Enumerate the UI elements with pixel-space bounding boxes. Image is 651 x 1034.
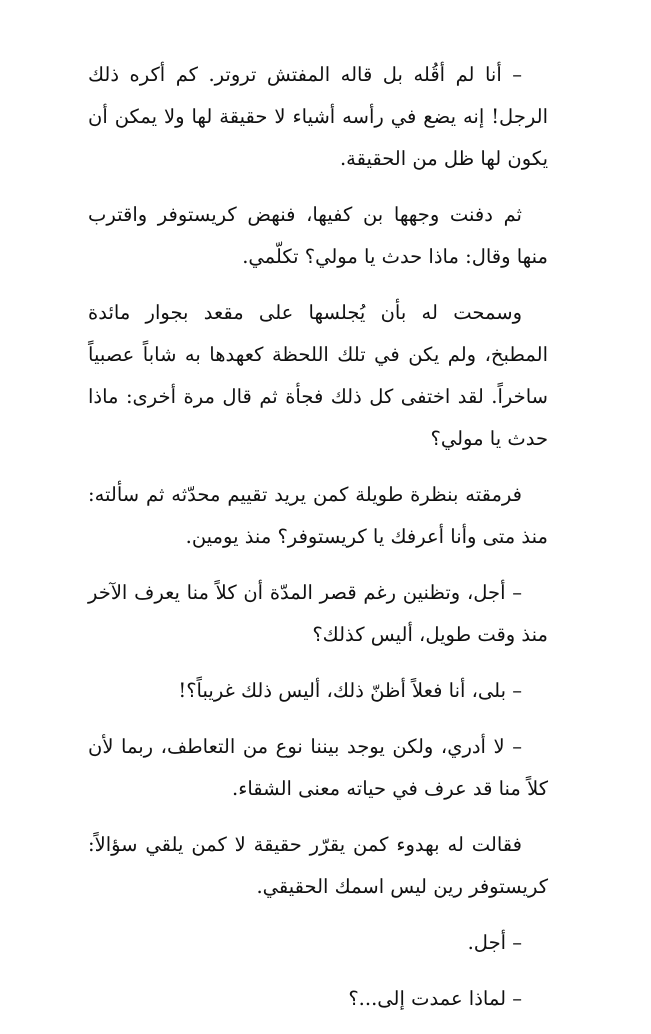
paragraph-1: – أنا لم أقُله بل قاله المفتش تروتر. كم أكره ذلك الرجل! إنه يضع في رأسه أشياء لا حقيقة لها ولا يمكن أن يكون لها ظل من الحقيقة. — [88, 63, 548, 170]
paragraph-7: – لا أدري، ولكن يوجد بيننا نوع من التعاطف، ربما لأن كلاً منا قد عرف في حياته معنى الشقاء. — [88, 735, 548, 800]
paragraph-9: – أجل. — [467, 931, 522, 954]
paragraph-6: – بلى، أنا فعلاً أظنّ ذلك، أليس ذلك غريباً؟! — [178, 679, 522, 702]
paragraph-10: – لماذا عمدت إلى...؟ — [348, 987, 522, 1010]
document-page — [88, 54, 548, 1034]
paragraph-5: – أجل، وتظنين رغم قصر المدّة أن كلاً منا يعرف الآخر منذ وقت طويل، أليس كذلك؟ — [88, 581, 548, 646]
paragraph-2: ثم دفنت وجهها بن كفيها، فنهض كريستوفر واقترب منها وقال: ماذا حدث يا مولي؟ تكلّمي. — [88, 203, 548, 268]
paragraph-3: وسمحت له بأن يُجلسها على مقعد بجوار مائدة المطبخ، ولم يكن في تلك اللحظة كعهدها به شاباً عصبياً ساخراً. لقد اختفى كل ذلك فجأة ثم قال مرة أخرى: ماذا حدث يا مولي؟ — [88, 301, 548, 450]
paragraph-8: فقالت له بهدوء كمن يقرّر حقيقة لا كمن يلقي سؤالاً: كريستوفر رين ليس اسمك الحقيقي. — [88, 833, 548, 898]
paragraph-4: فرمقته بنظرة طويلة كمن يريد تقييم محدّثه ثم سألته: منذ متى وأنا أعرفك يا كريستوفر؟ منذ يومين. — [88, 483, 548, 548]
